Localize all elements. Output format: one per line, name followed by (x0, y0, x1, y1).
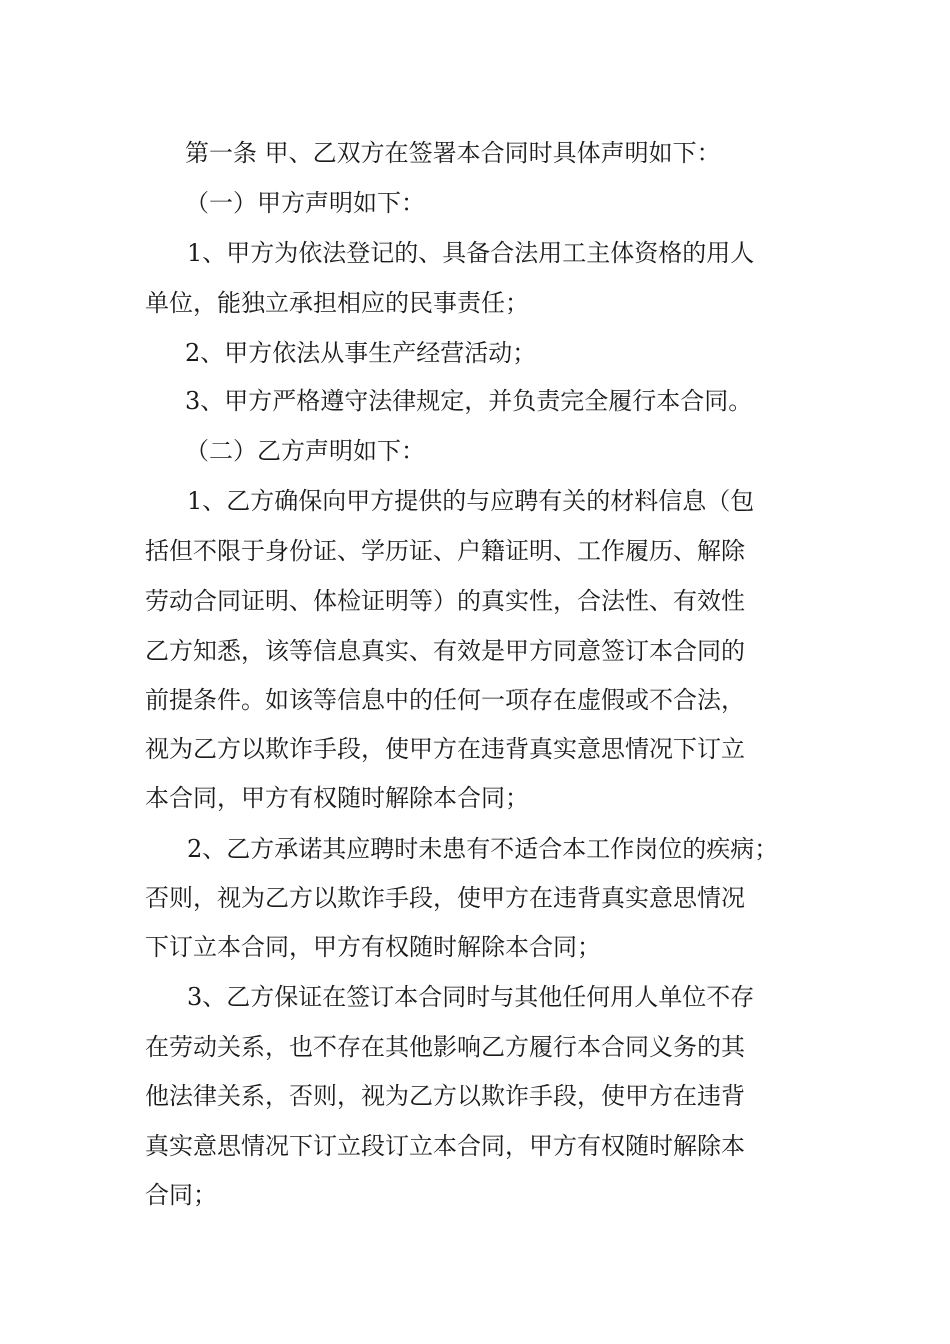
paragraph-line: 括但不限于身份证、学历证、户籍证明、工作履历、解除 (145, 537, 745, 565)
paragraph-line: 2、甲方依法从事生产经营活动； (185, 339, 537, 367)
article-heading: 第一条 甲、乙双方在签署本合同时具体声明如下： (185, 139, 721, 167)
paragraph-line: 本合同，甲方有权随时解除本合同； (145, 784, 529, 812)
section-heading-party-b: （二）乙方声明如下： (185, 437, 425, 465)
paragraph-line: 视为乙方以欺诈手段，使甲方在违背真实意思情况下订立 (145, 735, 745, 763)
paragraph-line: 单位，能独立承担相应的民事责任； (145, 289, 529, 317)
paragraph-line: 他法律关系，否则，视为乙方以欺诈手段，使甲方在违背 (145, 1082, 745, 1110)
paragraph-line: 劳动合同证明、体检证明等）的真实性，合法性、有效性 (145, 587, 745, 615)
paragraph-line: 1、乙方确保向甲方提供的与应聘有关的材料信息（包 (187, 487, 755, 515)
paragraph-line: 3、甲方严格遵守法律规定，并负责完全履行本合同。 (185, 387, 753, 415)
paragraph-line: 否则，视为乙方以欺诈手段，使甲方在违背真实意思情况 (145, 884, 745, 912)
section-heading-party-a: （一）甲方声明如下： (185, 189, 425, 217)
paragraph-line: 2、乙方承诺其应聘时未患有不适合本工作岗位的疾病； (187, 835, 779, 863)
paragraph-line: 前提条件。如该等信息中的任何一项存在虚假或不合法， (145, 686, 745, 714)
paragraph-line: 真实意思情况下订立段订立本合同，甲方有权随时解除本 (145, 1132, 745, 1160)
paragraph-line: 在劳动关系，也不存在其他影响乙方履行本合同义务的其 (145, 1033, 745, 1061)
paragraph-line: 3、乙方保证在签订本合同时与其他任何用人单位不存 (187, 983, 755, 1011)
paragraph-line: 乙方知悉，该等信息真实、有效是甲方同意签订本合同的 (145, 637, 745, 665)
paragraph-line: 1、甲方为依法登记的、具备合法用工主体资格的用人 (187, 239, 755, 267)
paragraph-line: 下订立本合同，甲方有权随时解除本合同； (145, 933, 601, 961)
paragraph-line: 合同； (145, 1181, 217, 1209)
